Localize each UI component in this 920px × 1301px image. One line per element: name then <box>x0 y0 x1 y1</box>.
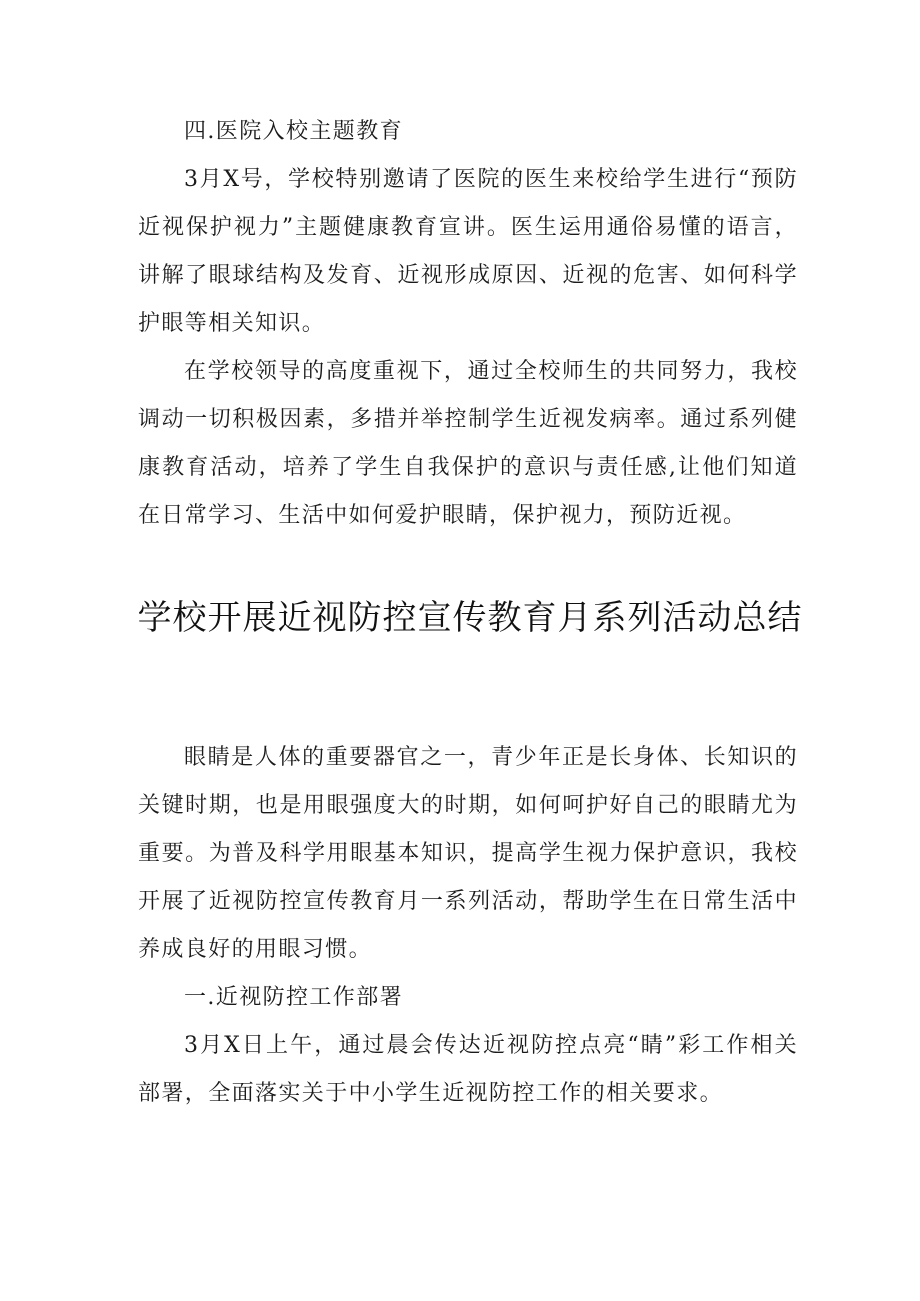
section-one-heading: 一.近视防控工作部署 <box>184 985 403 1010</box>
conclusion-paragraph: 在学校领导的高度重视下，通过全校师生的共同努力，我校调动一切积极因素，多措并举控制学生近视发病率。通过系列健康教育活动，培养了学生自我保护的意识与责任感,让他们知道在日常学习、生活中如何爱护眼睛，保护视力，预防近视。 <box>138 359 798 528</box>
section-one-paragraph: 3月X日上午，通过晨会传达近视防控点亮“睛”彩工作相关部署，全面落实关于中小学生近视防控工作的相关要求。 <box>138 1033 798 1106</box>
document-title: 学校开展近视防控宣传教育月系列活动总结 <box>137 598 803 638</box>
section-four-heading: 四.医院入校主题教育 <box>184 119 403 144</box>
intro-paragraph: 眼睛是人体的重要器官之一，青少年正是长身体、长知识的关键时期，也是用眼强度大的时期，如何呵护好自己的眼睛尤为重要。为普及科学用眼基本知识，提高学生视力保护意识，我校开展了近视防控宣传教育月一系列活动，帮助学生在日常生活中养成良好的用眼习惯。 <box>138 745 798 962</box>
section-four-paragraph: 3月X号，学校特别邀请了医院的医生来校给学生进行“预防近视保护视力”主题健康教育宣讲。医生运用通俗易懂的语言，讲解了眼球结构及发育、近视形成原因、近视的危害、如何科学护眼等相关知识。 <box>138 167 798 336</box>
